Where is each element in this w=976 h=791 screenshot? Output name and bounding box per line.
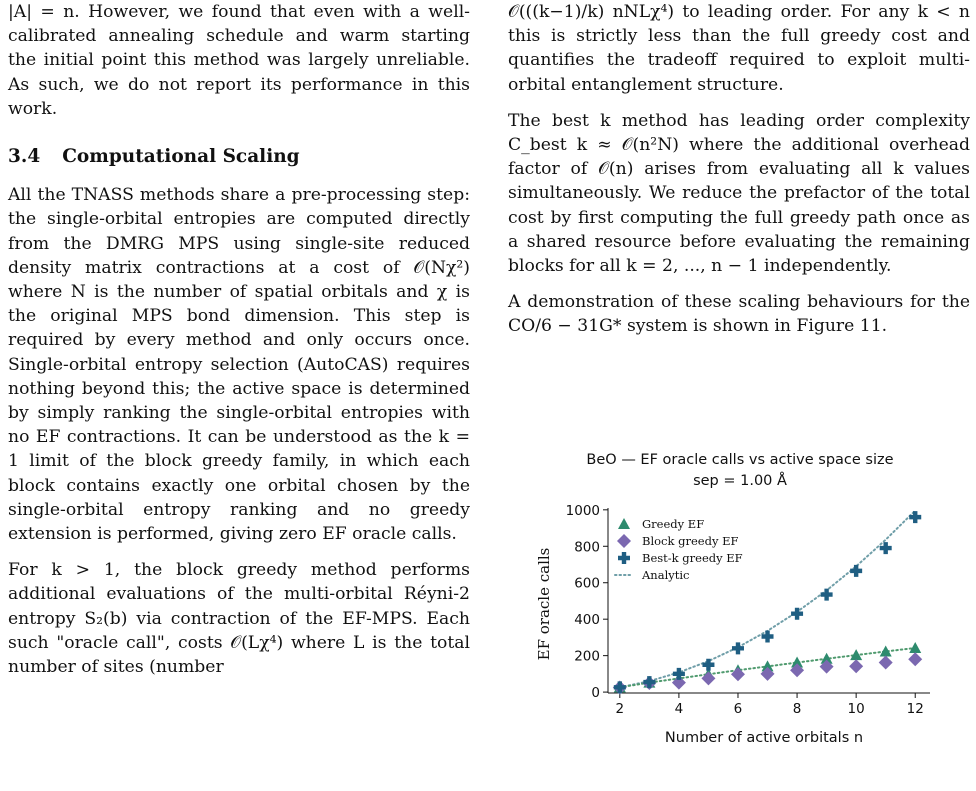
y-tick-label: 200 <box>574 648 600 665</box>
figure-chart <box>508 450 970 787</box>
x-tick-label: 8 <box>792 701 802 717</box>
data-point <box>702 659 714 671</box>
data-point <box>880 645 892 656</box>
section-heading <box>8 145 470 169</box>
x-tick-label: 4 <box>674 701 684 717</box>
x-axis-label: Number of active orbitals n <box>664 730 864 746</box>
legend-label: Block greedy EF <box>642 534 739 548</box>
x-tick-label: 6 <box>733 701 743 717</box>
y-tick-label: 800 <box>574 539 600 556</box>
data-point <box>849 659 863 673</box>
chart-legend <box>615 517 743 582</box>
paragraph-right-2: The best k method has leading order complexity C_best k ≈ 𝒪(n²N) where the additional overhead factor of 𝒪(n) arises from evaluating all k values simultaneously. We reduce the prefactor of the total cost by first computing the full greedy path once as a shared resource before evaluating the remaining blocks for all k = 2, ..., n − 1 independently. <box>508 110 970 277</box>
data-point <box>731 667 745 681</box>
y-tick-label: 600 <box>574 575 600 592</box>
data-point <box>821 589 833 601</box>
data-point <box>908 652 922 666</box>
data-point <box>909 511 921 523</box>
paragraph-left-3: For k > 1, the block greedy method performs additional evaluations of the multi-orbital Réyni-2 entropy S₂(b) via contraction of the EF-MPS. Each such "oracle call", costs 𝒪(Lχ⁴) where L is the total number of sites (number <box>8 560 470 678</box>
y-tick-label: 0 <box>591 685 600 702</box>
section-number: 3.4 <box>8 146 41 168</box>
y-axis-label: EF oracle calls <box>535 547 553 661</box>
y-tick-label: 400 <box>574 612 600 629</box>
left-column <box>8 0 470 691</box>
x-tick-label: 2 <box>615 701 625 717</box>
chart-subtitle: sep = 1.00 Å <box>693 473 787 489</box>
data-point <box>790 663 804 677</box>
y-tick-label: 1000 <box>565 502 600 519</box>
paragraph-left-1: |A| = n. However, we found that even with a well-calibrated annealing schedule and warm starting the initial point this method was largely unreliable. As such, we do not report its performance in this work. <box>8 2 470 119</box>
data-point <box>820 660 834 674</box>
paragraph-right-1: 𝒪(((k−1)/k) nNLχ⁴) to leading order. For any k < n this is strictly less than the full greedy cost and quantifies the tradeoff required to exploit multi-orbital entanglement structure. <box>508 2 970 95</box>
oracle-calls-chart <box>508 450 970 787</box>
right-column <box>508 0 970 351</box>
x-tick-label: 10 <box>847 701 865 717</box>
paragraph-left-2: All the TNASS methods share a pre-processing step: the single-orbital entropies are computed directly from the DMRG MPS using single-site reduced density matrix contractions at a cost of 𝒪(Nχ²) where N is the number of spatial orbitals and χ is the original MPS bond dimension. This step is required by every method and only occurs once. Single-orbital entropy selection (AutoCAS) requires nothing beyond this; the active space is determined by simply ranking the single-orbital entropies with no EF contractions. It can be understood as the k = 1 limit of the block greedy family, in which each block contains exactly one orbital chosen by the single-orbital entropy ranking and no greedy extension is performed, giving zero EF oracle calls. <box>8 185 470 545</box>
data-point <box>879 656 893 670</box>
section-title: Computational Scaling <box>62 146 300 168</box>
data-point <box>850 565 862 577</box>
legend-label: Analytic <box>642 568 690 582</box>
paragraph-right-3: A demonstration of these scaling behaviours for the CO/6 − 31G* system is shown in Figure 11. <box>508 292 970 337</box>
data-point <box>761 667 775 681</box>
x-tick-label: 12 <box>906 701 924 717</box>
legend-swatch <box>618 552 630 564</box>
legend-label: Best-k greedy EF <box>642 551 743 565</box>
legend-label: Greedy EF <box>642 517 705 531</box>
legend-swatch <box>617 534 631 548</box>
chart-title: BeO — EF oracle calls vs active space size <box>586 452 894 468</box>
legend-swatch <box>618 518 630 529</box>
